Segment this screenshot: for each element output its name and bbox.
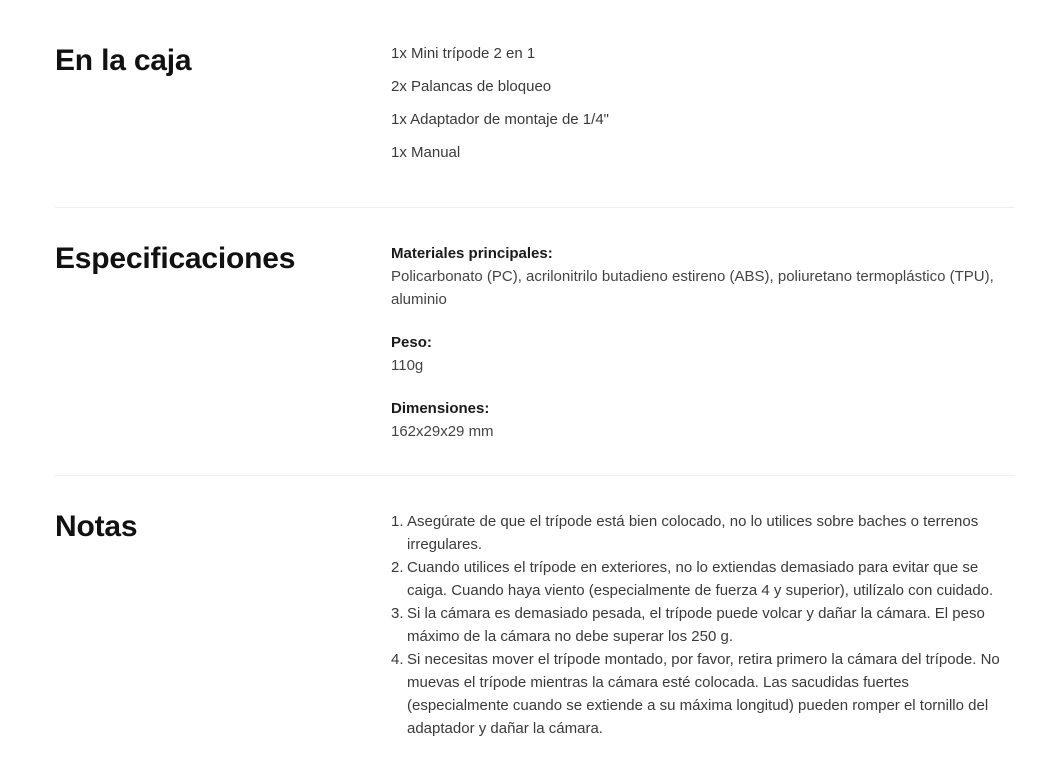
- box-item: 1x Manual: [391, 144, 461, 161]
- box-title: En la caja: [55, 44, 192, 77]
- section-divider: [55, 475, 1015, 476]
- spec-value: Policarbonato (PC), acrilonitrilo butadieno estireno (ABS), poliuretano termoplástico (TPU), aluminio: [391, 268, 994, 308]
- note-item: [391, 510, 1011, 556]
- notes-container: [391, 510, 1011, 740]
- note-text: Cuando utilices el trípode en exteriores, no lo extiendas demasiado para evitar que se caiga. Cuando haya viento (especialmente de fuerza 4 y superior), utilízalo con cuidado.: [407, 559, 994, 599]
- note-item: [391, 602, 1011, 648]
- note-text: Asegúrate de que el trípode está bien colocado, no lo utilices sobre baches o terrenos irregulares.: [407, 513, 979, 553]
- note-text: Si necesitas mover el trípode montado, por favor, retira primero la cámara del trípode. No muevas el trípode mientras la cámara esté colocada. Las sacudidas fuertes (especialmente cuando se extiende a su máxima longitud) pueden romper el tornillo del adaptador y dañar la cámara.: [407, 651, 1000, 737]
- box-item: 2x Palancas de bloqueo: [391, 78, 552, 95]
- specs-list: [391, 242, 1011, 463]
- notes-list: [391, 510, 1011, 740]
- note-number: 1.: [391, 513, 404, 530]
- spec-value: 110g: [391, 357, 424, 374]
- box-item: 1x Mini trípode 2 en 1: [391, 45, 536, 62]
- note-item: [391, 648, 1011, 740]
- note-number: 2.: [391, 559, 404, 576]
- note-number: 3.: [391, 605, 404, 622]
- spec-label: Materiales principales:: [391, 245, 553, 262]
- section-divider: [55, 207, 1015, 208]
- note-text: Si la cámara es demasiado pesada, el trípode puede volcar y dañar la cámara. El peso máximo de la cámara no debe superar los 250 g.: [407, 605, 985, 645]
- spec-value: 162x29x29 mm: [391, 423, 494, 440]
- notes-title: Notas: [55, 510, 138, 543]
- spec-dimensions: [391, 397, 1011, 443]
- note-number: 4.: [391, 651, 404, 668]
- note-item: [391, 556, 1011, 602]
- spec-materials: [391, 242, 1011, 311]
- spec-weight: [391, 331, 1011, 377]
- spec-label: Dimensiones:: [391, 400, 490, 417]
- box-items-list: [391, 44, 1011, 176]
- specs-title: Especificaciones: [55, 242, 296, 275]
- box-item: 1x Adaptador de montaje de 1/4": [391, 111, 609, 128]
- spec-label: Peso:: [391, 334, 432, 351]
